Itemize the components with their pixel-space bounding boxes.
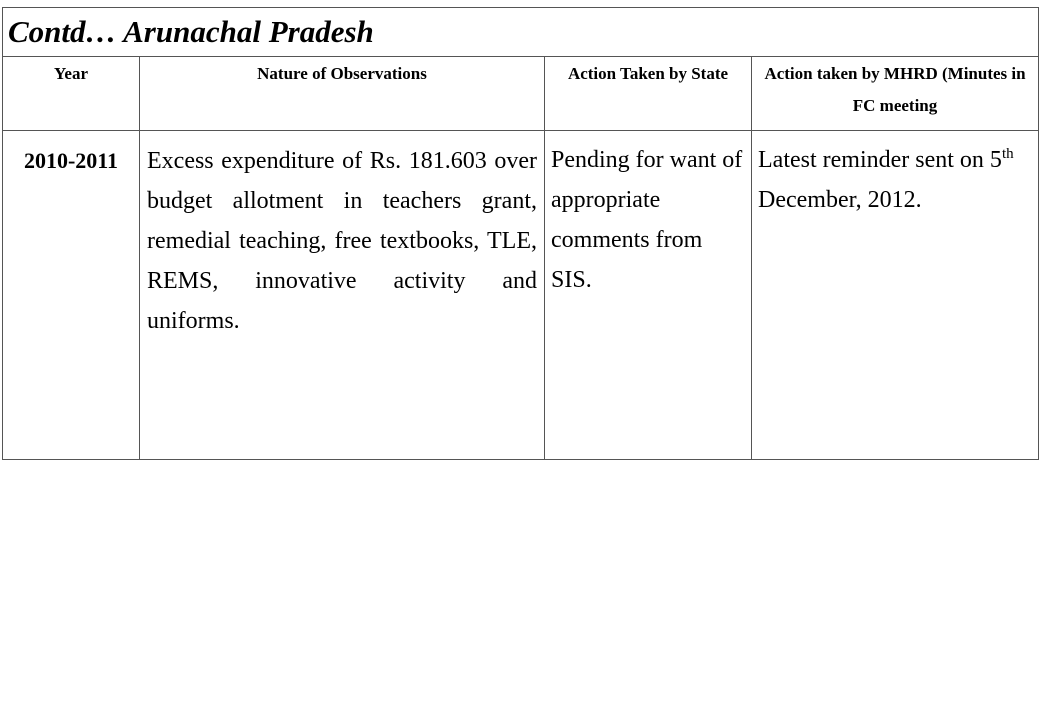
year-cell: 2010-2011	[3, 131, 140, 460]
header-state-action: Action Taken by State	[545, 57, 752, 131]
mhrd-action-text-post: December, 2012.	[758, 187, 922, 213]
header-mhrd-action: Action taken by MHRD (Minutes in FC meeting	[752, 57, 1039, 131]
title-row	[3, 8, 1039, 57]
table-title: Contd… Arunachal Pradesh	[3, 8, 1039, 57]
observation-cell: Excess expenditure of Rs. 181.603 over budget allotment in teachers grant, remedial teaching, free textbooks, TLE, REMS, innovative activity and uniforms.	[140, 131, 545, 460]
state-action-cell: Pending for want of appropriate comments from SIS.	[545, 131, 752, 460]
mhrd-action-cell	[752, 131, 1039, 460]
table-row	[3, 131, 1039, 460]
observations-table	[2, 7, 1039, 460]
ordinal-suffix: th	[1001, 146, 1014, 162]
header-row	[3, 57, 1039, 131]
header-year: Year	[3, 57, 140, 131]
mhrd-action-text-pre: Latest reminder sent on 5	[758, 147, 1002, 173]
header-observations: Nature of Observations	[140, 57, 545, 131]
